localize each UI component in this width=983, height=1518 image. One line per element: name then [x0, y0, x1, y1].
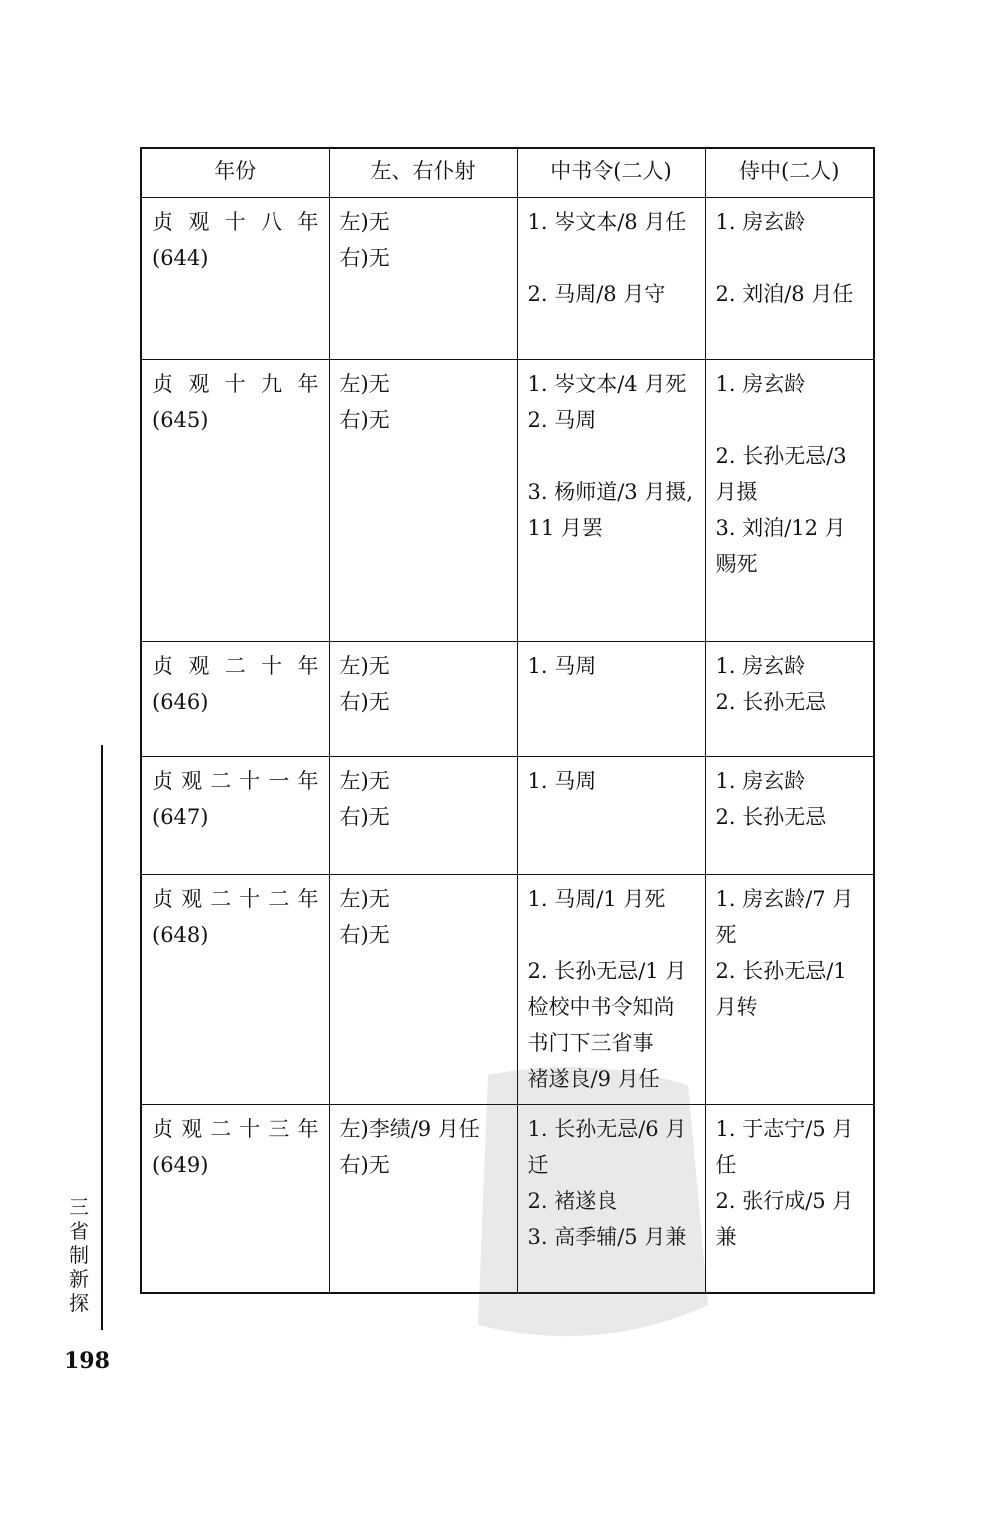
- official-entry: 1. 房玄龄: [715, 210, 806, 234]
- line-gap: [716, 402, 864, 438]
- line-gap: [716, 240, 864, 276]
- shizhong-cell: [705, 360, 874, 642]
- official-entry: 1. 马周: [527, 654, 597, 678]
- official-entry: 2. 长孙无忌/1 月转: [715, 959, 847, 1019]
- line-gap: [528, 917, 695, 953]
- shizhong-cell: [705, 875, 874, 1105]
- official-entry: 右)无: [339, 923, 390, 947]
- official-entry: 1. 长孙无忌/6 月迁: [527, 1117, 687, 1177]
- ad-year: (648): [152, 923, 209, 947]
- shizhong-cell: [705, 1105, 874, 1293]
- sidebar-rule: [101, 745, 103, 1330]
- reign-year: 贞观二十年: [152, 654, 319, 678]
- official-entry: 左)无: [339, 210, 390, 234]
- table-row: [141, 1105, 874, 1293]
- ad-year: (646): [152, 690, 209, 714]
- year-cell: [141, 757, 329, 875]
- line-gap: [528, 438, 695, 474]
- official-entry: 1. 房玄龄: [715, 654, 806, 678]
- ad-year: (645): [152, 408, 209, 432]
- book-title-vertical: [66, 1195, 92, 1315]
- official-entry: 右)无: [339, 246, 390, 270]
- official-entry: 1. 岑文本/4 月死: [527, 372, 687, 396]
- year-cell: [141, 1105, 329, 1293]
- zhongshu-cell: [517, 875, 705, 1105]
- table-body: [141, 198, 874, 1293]
- reign-year: 贞观二十一年: [152, 769, 319, 793]
- year-cell: [141, 875, 329, 1105]
- ad-year: (649): [152, 1153, 209, 1177]
- official-entry: 左)无: [339, 887, 390, 911]
- official-entry: 2. 马周: [527, 408, 597, 432]
- official-entry: 2. 长孙无忌: [715, 805, 827, 829]
- reign-year: 贞观十九年: [152, 372, 319, 396]
- official-entry: 褚遂良/9 月任: [527, 1067, 660, 1091]
- ad-year: (647): [152, 805, 209, 829]
- page-number: 198: [64, 1348, 110, 1374]
- table-row: [141, 642, 874, 757]
- table-header-row: [141, 148, 874, 198]
- header-shizhong: 侍中(二人): [705, 148, 874, 198]
- official-entry: 1. 马周: [527, 769, 597, 793]
- table-row: [141, 875, 874, 1105]
- officials-table: [140, 147, 875, 1294]
- puye-cell: [329, 198, 517, 360]
- year-cell: [141, 360, 329, 642]
- official-entry: 2. 长孙无忌/3 月摄: [715, 444, 847, 504]
- puye-cell: [329, 642, 517, 757]
- shizhong-cell: [705, 642, 874, 757]
- official-entry: 3. 高季辅/5 月兼: [527, 1225, 687, 1249]
- official-entry: 1. 房玄龄: [715, 769, 806, 793]
- header-year: 年份: [141, 148, 329, 198]
- shizhong-cell: [705, 757, 874, 875]
- official-entry: 2. 长孙无忌/1 月检校中书令知尚书门下三省事: [527, 959, 687, 1055]
- table-row: [141, 198, 874, 360]
- official-entry: 1. 房玄龄: [715, 372, 806, 396]
- official-entry: 1. 房玄龄/7 月死: [715, 887, 854, 947]
- year-cell: [141, 198, 329, 360]
- puye-cell: [329, 360, 517, 642]
- header-puye: 左、右仆射: [329, 148, 517, 198]
- table-row: [141, 757, 874, 875]
- official-entry: 右)无: [339, 690, 390, 714]
- reign-year: 贞观二十二年: [152, 887, 319, 911]
- line-gap: [528, 240, 695, 276]
- puye-cell: [329, 875, 517, 1105]
- official-entry: 2. 马周/8 月守: [527, 282, 666, 306]
- official-entry: 右)无: [339, 1153, 390, 1177]
- official-entry: 3. 杨师道/3 月摄,11 月罢: [527, 480, 693, 540]
- zhongshu-cell: [517, 757, 705, 875]
- zhongshu-cell: [517, 198, 705, 360]
- ad-year: (644): [152, 246, 209, 270]
- reign-year: 贞观十八年: [152, 210, 319, 234]
- puye-cell: [329, 1105, 517, 1293]
- official-entry: 左)无: [339, 372, 390, 396]
- official-entry: 右)无: [339, 408, 390, 432]
- official-entry: 3. 刘洎/12 月赐死: [715, 516, 846, 576]
- official-entry: 左)无: [339, 769, 390, 793]
- year-cell: [141, 642, 329, 757]
- official-entry: 2. 长孙无忌: [715, 690, 827, 714]
- official-entry: 左)李绩/9 月任: [339, 1117, 480, 1141]
- shizhong-cell: [705, 198, 874, 360]
- official-entry: 1. 岑文本/8 月任: [527, 210, 687, 234]
- puye-cell: [329, 757, 517, 875]
- official-entry: 1. 马周/1 月死: [527, 887, 666, 911]
- zhongshu-cell: [517, 1105, 705, 1293]
- header-zhongshu: 中书令(二人): [517, 148, 705, 198]
- table-row: [141, 360, 874, 642]
- official-entry: 2. 褚遂良: [527, 1189, 618, 1213]
- zhongshu-cell: [517, 642, 705, 757]
- official-entry: 右)无: [339, 805, 390, 829]
- official-entry: 1. 于志宁/5 月任: [715, 1117, 854, 1177]
- official-entry: 2. 刘洎/8 月任: [715, 282, 854, 306]
- reign-year: 贞观二十三年: [152, 1117, 319, 1141]
- book-title-text: 三省制新探: [69, 1195, 89, 1315]
- official-entry: 2. 张行成/5 月兼: [715, 1189, 854, 1249]
- zhongshu-cell: [517, 360, 705, 642]
- official-entry: 左)无: [339, 654, 390, 678]
